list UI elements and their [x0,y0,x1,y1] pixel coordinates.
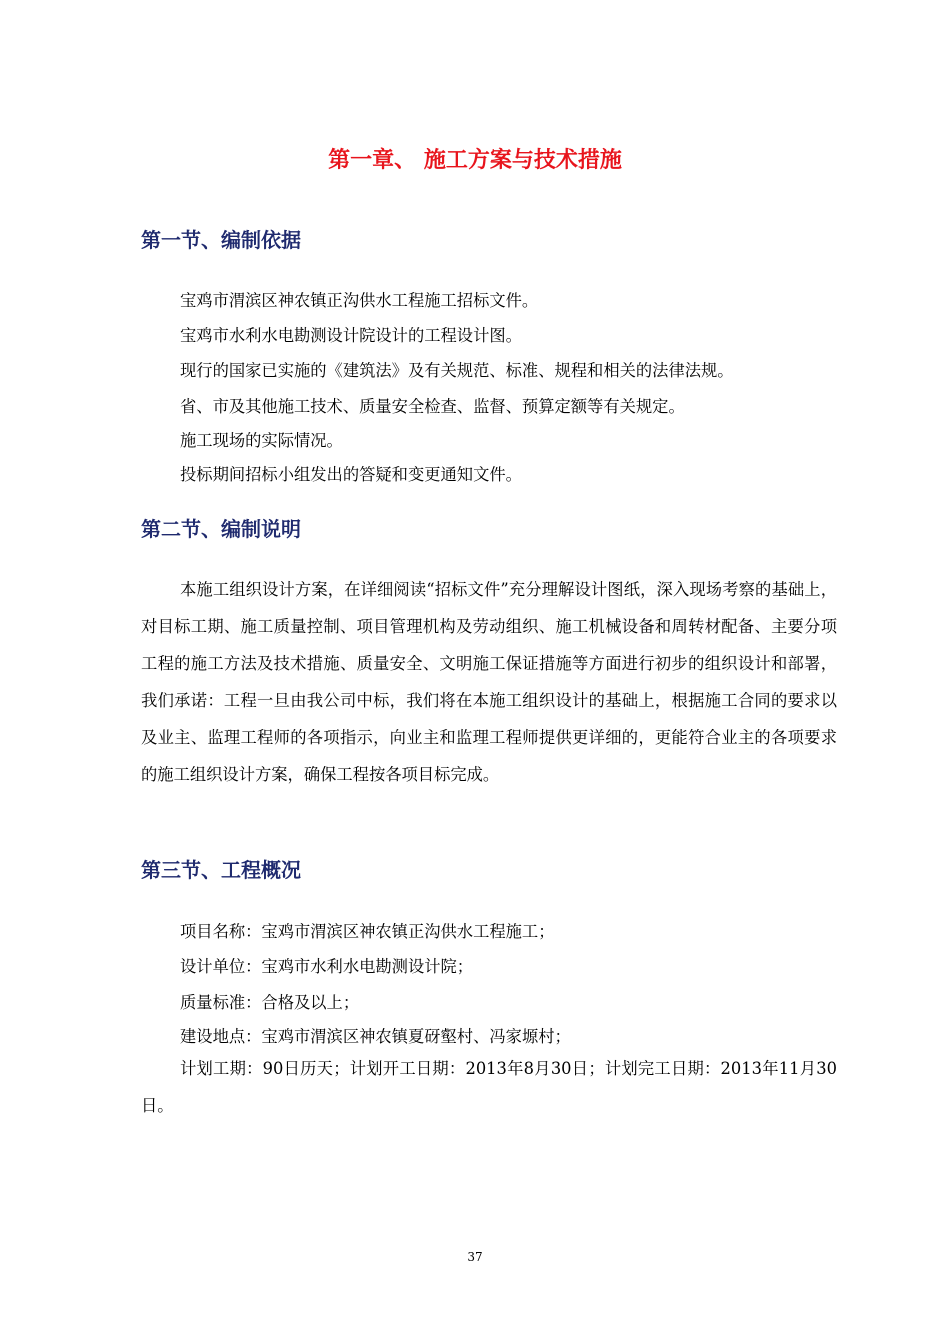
page-number: 37 [467,1250,483,1264]
basis-line: 省、市及其他施工技术、质量安全检查、监督、预算定额等有关规定。 [180,397,685,416]
overview-line: 项目名称：宝鸡市渭滨区神农镇正沟供水工程施工； [180,922,555,941]
schedule-paragraph: 计划工期：90日历天；计划开工日期：2013年8月30日；计划完工日期：2013年11月30日。 [141,1059,837,1115]
basis-line: 现行的国家已实施的《建筑法》及有关规范、标准、规程和相关的法律法规。 [180,361,734,380]
overview-line: 建设地点：宝鸡市渭滨区神农镇夏砑壑村、冯家塬村； [180,1027,571,1046]
basis-line: 宝鸡市水利水电勘测设计院设计的工程设计图。 [180,326,522,345]
overview-line: 设计单位：宝鸡市水利水电勘测设计院； [180,957,474,976]
notes-paragraph: 本施工组织设计方案，在详细阅读“招标文件”充分理解设计图纸，深入现场考察的基础上，对目标工期、施工质量控制、项目管理机构及劳动组织、施工机械设备和周转材配备、主要分项工程的施工方法及技术措施、质量安全、文明施工保证措施等方面进行初步的组织设计和部署，我们承诺：工程一旦由我公司中标，我们将在本施工组织设计的基础上，根据施工合同的要求以及业主、监理工程师的各项指示，向业主和监理工程师提供更详细的，更能符合业主的各项要求的施工组织设计方案，确保工程按各项目标完成。 [141,580,837,784]
basis-line: 施工现场的实际情况。 [180,431,343,450]
basis-line: 投标期间招标小组发出的答疑和变更通知文件。 [180,465,522,484]
section-title-notes: 第二节、编制说明 [141,517,301,541]
basis-line: 宝鸡市渭滨区神农镇正沟供水工程施工招标文件。 [180,291,539,310]
section-title-basis: 第一节、编制依据 [141,228,301,252]
section-title-overview: 第三节、工程概况 [141,858,301,882]
chapter-title: 第一章、 施工方案与技术措施 [328,148,622,173]
overview-line: 质量标准：合格及以上； [180,993,360,1012]
